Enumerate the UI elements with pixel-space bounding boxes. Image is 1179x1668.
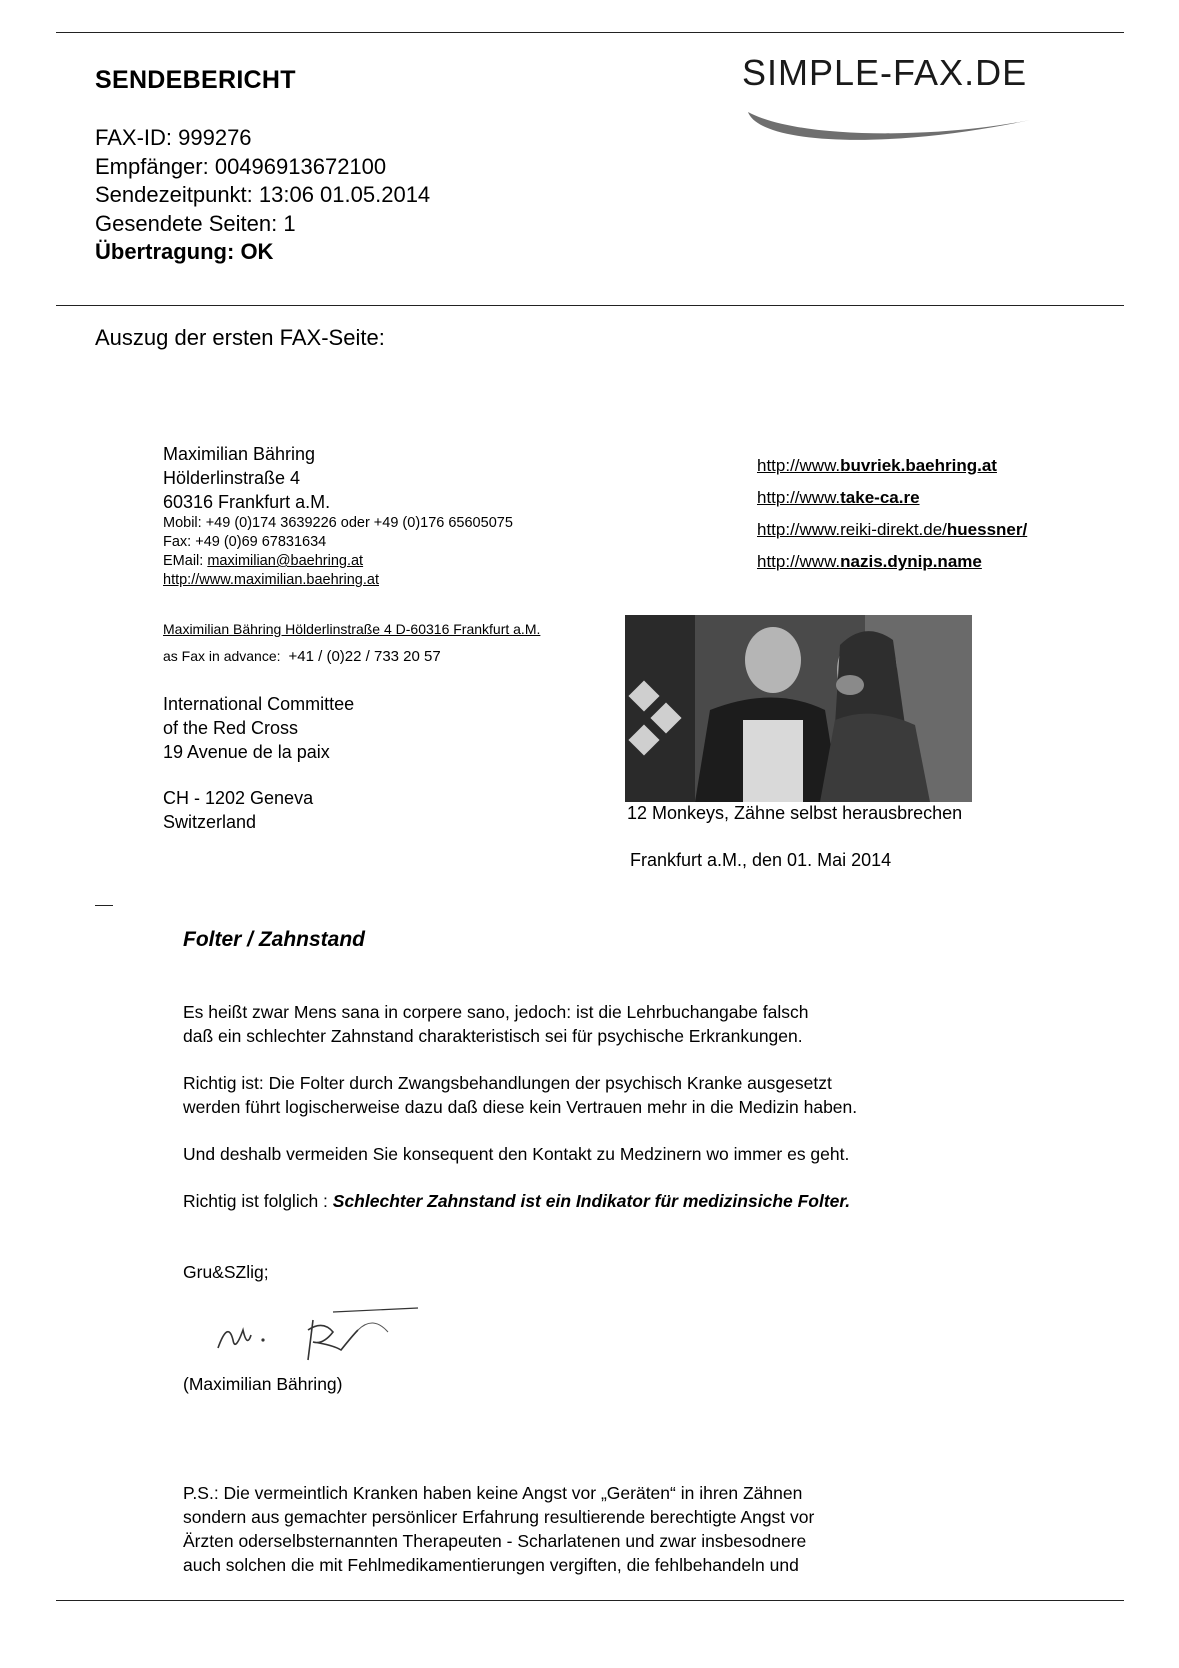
fax-report-meta xyxy=(95,124,430,267)
link-nazis-dynip[interactable]: http://www.nazis.dynip.name xyxy=(757,552,982,571)
paragraph-4: Richtig ist folglich : Schlechter Zahnstand ist ein Indikator für medizinsiche Folter. xyxy=(183,1191,851,1211)
pages-sent: Gesendete Seiten: 1 xyxy=(95,210,296,236)
report-title: SENDEBERICHT xyxy=(95,66,296,94)
fax-id: FAX-ID: 999276 xyxy=(95,125,252,150)
greeting: Gru&SZlig; xyxy=(183,1262,269,1282)
sender-fax: Fax: +49 (0)69 67831634 xyxy=(163,534,327,550)
website-links xyxy=(757,450,1027,578)
fold-mark xyxy=(95,905,113,906)
sender-web-link[interactable]: http://www.maximilian.baehring.at xyxy=(163,572,379,588)
sender-street: Hölderlinstraße 4 xyxy=(163,468,301,488)
simple-fax-logo xyxy=(740,50,1120,145)
recipient-address xyxy=(163,692,354,834)
photo-caption: 12 Monkeys, Zähne selbst herausbrechen xyxy=(627,803,963,823)
sender-name: Maximilian Bähring xyxy=(163,444,316,464)
paragraph-1: Es heißt zwar Mens sana in corpere sano, jedoch: ist die Lehrbuchangabe falsch daß ein schlechter Zahnstand charakteristisch sei für psychische Erkrankungen. xyxy=(183,1002,809,1046)
transmission-status: Übertragung: OK xyxy=(95,239,274,264)
fax-in-advance xyxy=(163,648,441,665)
return-address: Maximilian Bähring Hölderlinstraße 4 D-60316 Frankfurt a.M. xyxy=(163,621,541,637)
excerpt-heading: Auszug der ersten FAX-Seite: xyxy=(95,325,385,350)
postscript: P.S.: Die vermeintlich Kranken haben keine Angst vor „Geräten“ in ihren Zähnen sondern aus gemachter persönlicer Erfahrung resultierende berechtigte Angst vor Ärzten oderselbsternannten Therapeuten - Scharlatenen und zwar insbesodnere auch solchen die mit Fehlmedikamentierungen vergiften, die fehlbehandeln und xyxy=(183,1483,815,1575)
send-time: Sendezeitpunkt: 13:06 01.05.2014 xyxy=(95,182,431,207)
top-rule xyxy=(56,32,1124,33)
fax-advance-number: +41 / (0)22 / 733 20 57 xyxy=(288,648,441,665)
sender-mobile: Mobil: +49 (0)174 3639226 oder +49 (0)176 65605075 xyxy=(163,515,513,531)
fax-advance-label: as Fax in advance: xyxy=(163,648,281,664)
sender-email-link[interactable]: maximilian@baehring.at xyxy=(207,553,364,569)
link-take-care[interactable]: http://www.take-ca.re xyxy=(757,488,920,507)
sender-email-line xyxy=(163,552,513,571)
movie-still-photo xyxy=(625,615,972,802)
header-divider xyxy=(56,305,1124,306)
date-line: Frankfurt a.M., den 01. Mai 2014 xyxy=(630,850,892,870)
sender-city: 60316 Frankfurt a.M. xyxy=(163,492,331,512)
signature-name: (Maximilian Bähring) xyxy=(183,1374,343,1394)
handwritten-signature xyxy=(183,1290,453,1375)
paragraph-2: Richtig ist: Die Folter durch Zwangsbehandlungen der psychisch Kranke ausgesetzt werden führt logischerweise dazu daß diese kein Vertrauen mehr in die Medizin haben. xyxy=(183,1073,858,1117)
recipient-number: Empfänger: 00496913672100 xyxy=(95,153,387,179)
letter-subject: Folter / Zahnstand xyxy=(183,928,366,951)
link-buvriek[interactable]: http://www.buvriek.baehring.at xyxy=(757,456,997,475)
recipient-line-2: of the Red Cross xyxy=(163,718,299,738)
paragraph-3: Und deshalb vermeiden Sie konsequent den Kontakt zu Medzinern wo immer es geht. xyxy=(183,1144,850,1164)
sender-email-label: EMail: xyxy=(163,553,208,569)
emphasis-statement: Schlechter Zahnstand ist ein Indikator für medizinsiche Folter. xyxy=(332,1191,851,1211)
recipient-line-3: 19 Avenue de la paix xyxy=(163,742,330,762)
logo-text: SIMPLE-FAX.DE xyxy=(742,52,1028,93)
recipient-line-5: Switzerland xyxy=(163,812,257,832)
link-reiki-direkt[interactable]: http://www.reiki-direkt.de/huessner/ xyxy=(757,520,1028,539)
recipient-line-4: CH - 1202 Geneva xyxy=(163,788,314,808)
sender-block xyxy=(163,442,513,590)
bottom-rule xyxy=(56,1600,1124,1601)
recipient-line-1: International Committee xyxy=(163,694,355,714)
